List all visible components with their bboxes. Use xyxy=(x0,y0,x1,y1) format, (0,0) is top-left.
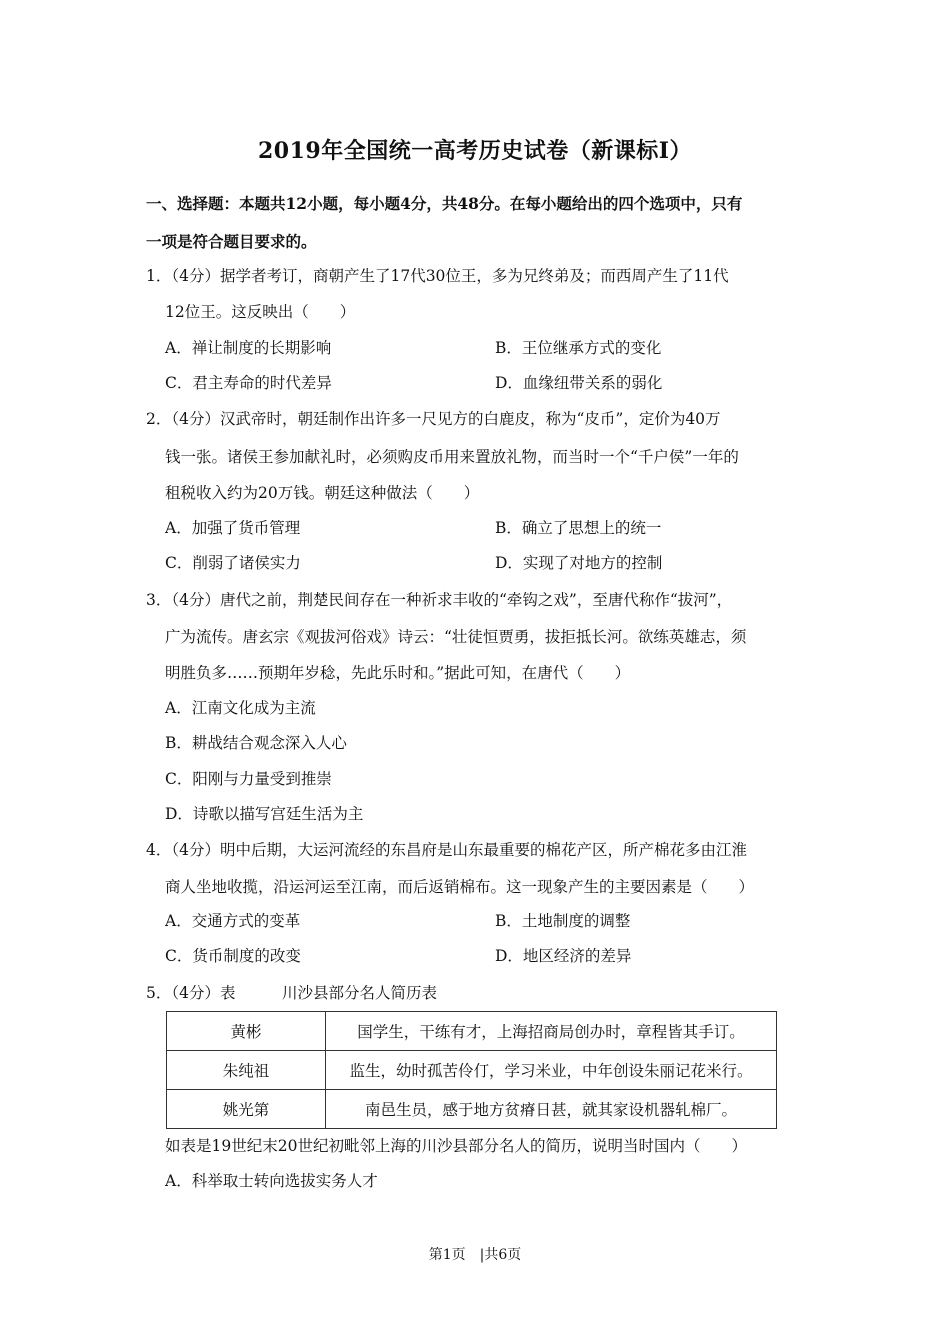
q2-option-a: A．加强了货币管理 xyxy=(165,519,301,537)
section-heading-line-2: 一项是符合题目要求的。 xyxy=(146,232,317,251)
table-cell-bio: 南邑生员，感于地方贫瘠日甚，就其家设机器轧棉厂。 xyxy=(326,1090,777,1129)
q4-stem-line-1: 4．（4分）明中后期，大运河流经的东昌府是山东最重要的棉花产区，所产棉花多由江淮 xyxy=(146,841,747,859)
table-cell-name: 黄彬 xyxy=(167,1012,326,1051)
q3-option-b: B．耕战结合观念深入人心 xyxy=(165,734,347,752)
table-row xyxy=(167,1051,777,1090)
q4-option-c: C．货币制度的改变 xyxy=(165,947,301,965)
q2-stem-line-2: 钱一张。诸侯王参加献礼时，必须购皮币用来置放礼物，而当时一个“千户侯”一年的 xyxy=(165,448,739,466)
q4-option-d: D．地区经济的差异 xyxy=(495,947,632,965)
q3-option-a: A．江南文化成为主流 xyxy=(165,699,316,717)
q3-stem-line-1: 3．（4分）唐代之前，荆楚民间存在一种祈求丰收的“牵钩之戏”，至唐代称作“拔河”， xyxy=(146,591,733,609)
q3-stem-line-3: 明胜负多……预期年岁稔，先此乐时和。”据此可知，在唐代（ ） xyxy=(165,664,631,682)
q3-stem-line-2: 广为流传。唐玄宗《观拔河俗戏》诗云：“壮徒恒贾勇，拔拒抵长河。欲练英雄志，须 xyxy=(165,628,747,646)
table-row xyxy=(167,1090,777,1129)
q2-option-d: D．实现了对地方的控制 xyxy=(495,554,663,572)
q3-option-d: D．诗歌以描写宫廷生活为主 xyxy=(165,805,364,823)
q1-option-d: D．血缘纽带关系的弱化 xyxy=(495,374,663,392)
q2-option-c: C．削弱了诸侯实力 xyxy=(165,554,301,572)
q2-stem-line-3: 租税收入约为20万钱。朝廷这种做法（ ） xyxy=(165,484,480,502)
q4-stem-line-2: 商人坐地收揽，沿运河运至江南，而后返销棉布。这一现象产生的主要因素是（ ） xyxy=(165,878,755,896)
table-cell-bio: 监生，幼时孤苦伶仃，学习米业，中年创设朱丽记花米行。 xyxy=(326,1051,777,1090)
q1-option-b: B．王位继承方式的变化 xyxy=(495,339,662,357)
page-title: 2019年全国统一高考历史试卷（新课标Ⅰ） xyxy=(257,138,693,164)
q5-stem-line-1: 5．（4分）表 川沙县部分名人简历表 xyxy=(146,984,437,1002)
q1-option-c: C．君主寿命的时代差异 xyxy=(165,374,332,392)
section-heading-line-1: 一、选择题：本题共12小题，每小题4分，共48分。在每小题给出的四个选项中，只有 xyxy=(146,194,743,213)
table-row xyxy=(167,1012,777,1051)
q5-after-table-text: 如表是19世纪末20世纪初毗邻上海的川沙县部分名人的简历，说明当时国内（ ） xyxy=(165,1137,747,1155)
table-cell-name: 姚光第 xyxy=(167,1090,326,1129)
q1-stem-line-2: 12位王。这反映出（ ） xyxy=(165,303,356,321)
q4-option-a: A．交通方式的变革 xyxy=(165,912,301,930)
table-cell-name: 朱纯祖 xyxy=(167,1051,326,1090)
page-footer: 第1页 |共6页 xyxy=(428,1247,522,1263)
q1-stem-line-1: 1．（4分）据学者考订，商朝产生了17代30位王，多为兄终弟及；而西周产生了11代 xyxy=(146,267,729,285)
q5-option-a: A．科举取士转向选拔实务人才 xyxy=(165,1172,378,1190)
q2-option-b: B．确立了思想上的统一 xyxy=(495,519,662,537)
q4-option-b: B．土地制度的调整 xyxy=(495,912,631,930)
biography-table xyxy=(166,1011,777,1129)
table-cell-bio: 国学生，干练有才，上海招商局创办时，章程皆其手订。 xyxy=(326,1012,777,1051)
q2-stem-line-1: 2．（4分）汉武帝时，朝廷制作出许多一尺见方的白鹿皮，称为“皮币”，定价为40万 xyxy=(146,410,721,428)
q1-option-a: A．禅让制度的长期影响 xyxy=(165,339,332,357)
q3-option-c: C．阳刚与力量受到推崇 xyxy=(165,770,332,788)
